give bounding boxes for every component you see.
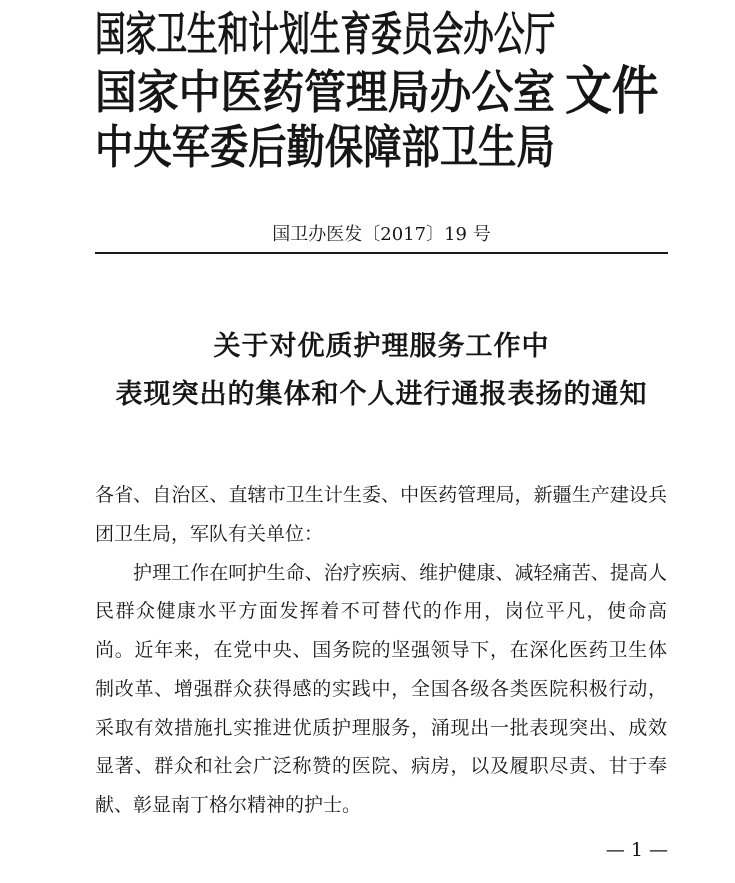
body-line: 尚。近年来，在党中央、国务院的坚强领导下，在深化医药卫生体	[95, 639, 667, 661]
body-line: 制改革、增强群众获得感的实践中，全国各级各类医院积极行动，	[95, 677, 667, 700]
document-body	[95, 476, 667, 825]
title-line-2: 表现突出的集体和个人进行通报表扬的通知	[115, 379, 648, 410]
body-line: 采取有效措施扎实推进优质护理服务，涌现出一批表现突出、成效	[95, 716, 667, 739]
document-type-text: 文件	[565, 61, 659, 122]
addressee	[95, 476, 667, 554]
issuer-name: 国家中医药管理局办公室	[95, 65, 555, 119]
body-line: 献、彰显南丁格尔精神的护士。	[95, 794, 362, 816]
paragraph-1	[95, 554, 667, 825]
body-line: 各省、自治区、直辖市卫生计生委、中医药管理局，新疆生产建设兵	[95, 484, 667, 506]
issuer-line-3	[95, 120, 647, 174]
issuer-line-1	[95, 7, 735, 61]
body-line: 团卫生局，军队有关单位：	[95, 522, 324, 545]
document-type-label	[565, 61, 669, 122]
document-number: 国卫办医发〔2017〕19 号	[272, 224, 491, 245]
body-line: 民群众健康水平方面发挥着不可替代的作用，岗位平凡，使命高	[95, 600, 667, 623]
issuer-name: 国家卫生和计划生育委员会办公厅	[95, 7, 556, 61]
issuer-line-2	[95, 65, 601, 119]
page-number: — 1 —	[605, 839, 668, 861]
body-line: 护理工作在呵护生命、治疗疾病、维护健康、减轻痛苦、提高人	[133, 561, 667, 584]
header-divider	[95, 252, 668, 254]
title-line-1: 关于对优质护理服务工作中	[213, 331, 550, 362]
body-line: 显著、群众和社会广泛称赞的医院、病房，以及履职尽责、甘于奉	[95, 755, 667, 778]
issuer-name: 中央军委后勤保障部卫生局	[95, 120, 555, 174]
